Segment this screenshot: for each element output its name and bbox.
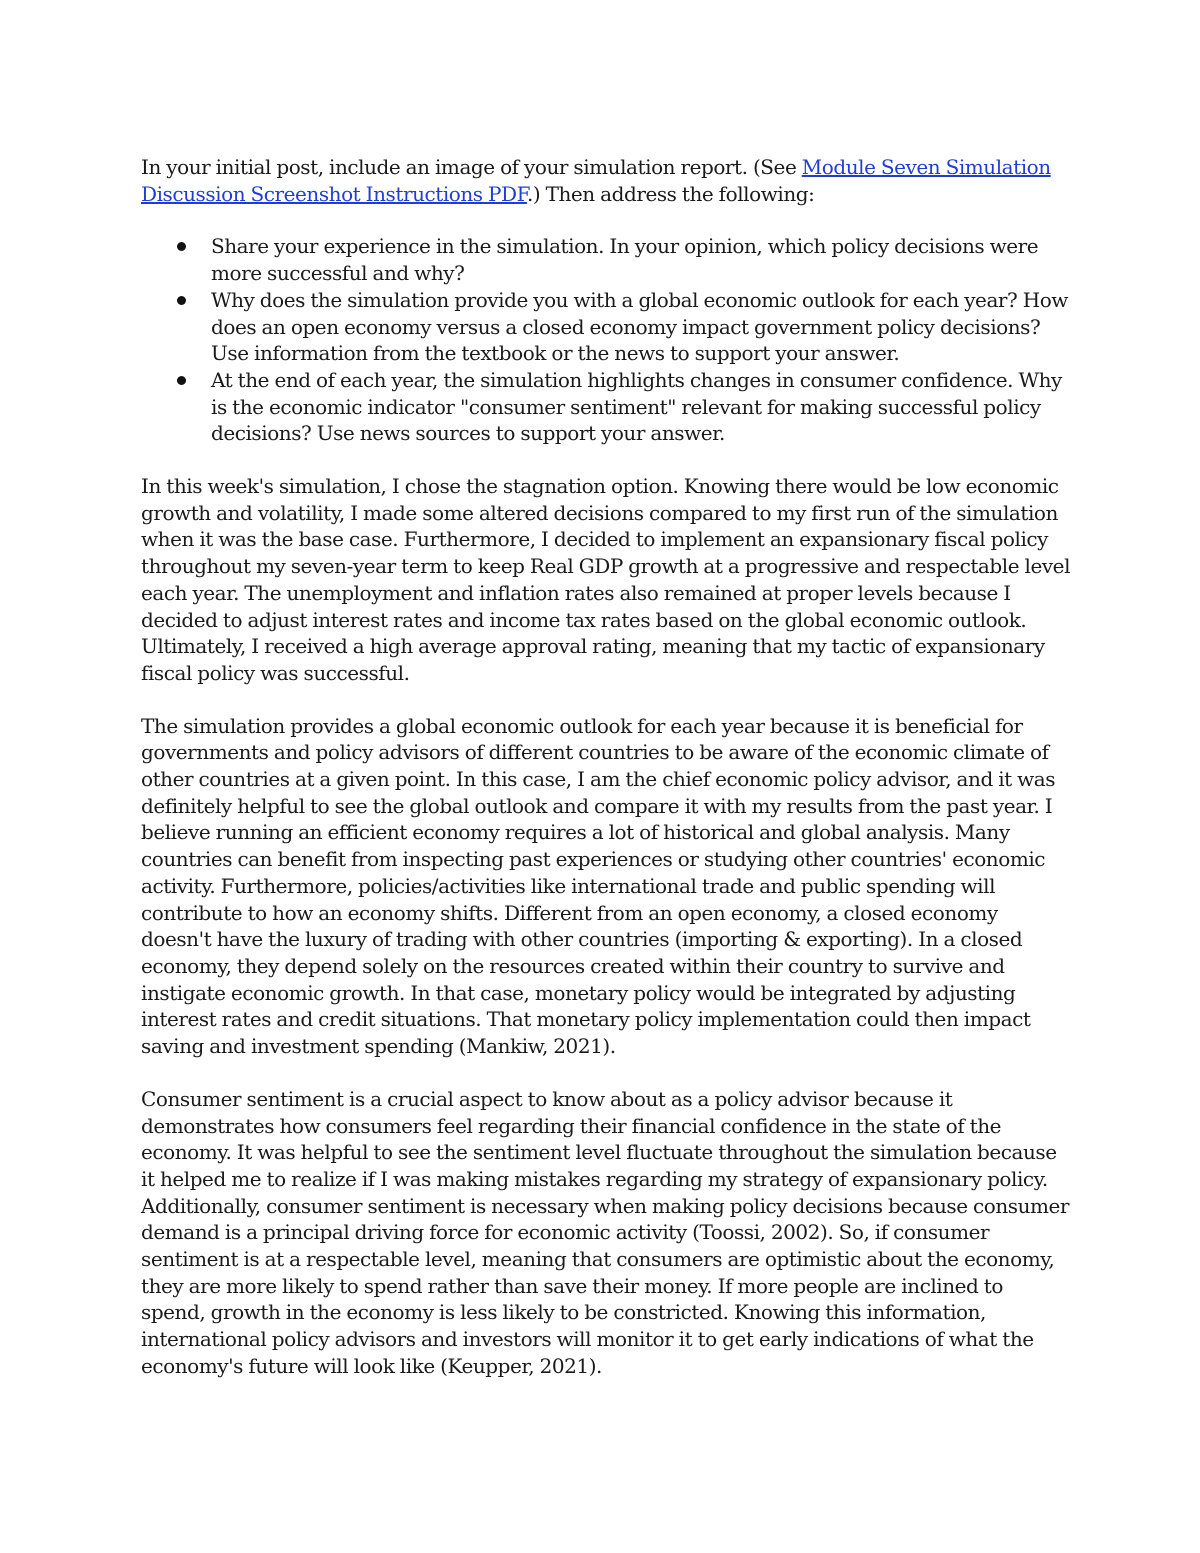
- document-body: [141, 154, 1071, 1406]
- prompt-text: At the end of each year, the simulation highlights changes in consumer confidence. Why is the economic indicator "consumer sentiment" relevant for making successful policy decisions? Use news sources to support your answer.: [211, 367, 1062, 446]
- intro-text-before: In your initial post, include an image of your simulation report. (See: [141, 155, 802, 179]
- intro-text-after: .) Then address the following:: [526, 181, 815, 206]
- list-item: [141, 287, 1071, 367]
- list-item: [141, 233, 1071, 286]
- intro-paragraph: [141, 154, 1071, 207]
- bullet-icon: [177, 376, 186, 385]
- prompt-text: Share your experience in the simulation. In your opinion, which policy decisions were more successful and why?: [211, 234, 1039, 286]
- response-paragraph-global-outlook: The simulation provides a global economic outlook for each year because it is beneficial for governments and policy advisors of different countries to be aware of the economic climate of other countries at a given point. In this case, I am the chief economic policy advisor, and it was definitely helpful to see the global outlook and compare it with my results from the past year. I believe running an efficient economy requires a lot of historical and global analysis. Many countries can benefit from inspecting past experiences or studying other countries' economic activity. Furthermore, policies/activities like international trade and public spending will contribute to how an economy shifts. Different from an open economy, a closed economy doesn't have the luxury of trading with other countries (importing & exporting). In a closed economy, they depend solely on the resources created within their country to survive and instigate economic growth. In that case, monetary policy would be integrated by adjusting interest rates and credit situations. That monetary policy implementation could then impact saving and investment spending (Mankiw, 2021).: [141, 713, 1056, 1059]
- bullet-icon: [177, 296, 186, 305]
- screenshot-instructions-link[interactable]: Module Seven Simulation Discussion Screenshot Instructions PDF: [141, 155, 1051, 206]
- bullet-icon: [177, 242, 186, 251]
- response-paragraph-experience: In this week's simulation, I chose the stagnation option. Knowing there would be low economic growth and volatility, I made some altered decisions compared to my first run of the simulation when it was the base case. Furthermore, I decided to implement an expansionary fiscal policy throughout my seven-year term to keep Real GDP growth at a progressive and respectable level each year. The unemployment and inflation rates also remained at proper levels because I decided to adjust interest rates and income tax rates based on the global economic outlook. Ultimately, I received a high average approval rating, meaning that my tactic of expansionary fiscal policy was successful.: [141, 474, 1071, 685]
- response-paragraph-consumer-sentiment: Consumer sentiment is a crucial aspect to know about as a policy advisor because it demonstrates how consumers feel regarding their financial confidence in the state of the economy. It was helpful to see the sentiment level fluctuate throughout the simulation because it helped me to realize if I was making mistakes regarding my strategy of expansionary policy. Additionally, consumer sentiment is necessary when making policy decisions because consumer demand is a principal driving force for economic activity (Toossi, 2002). So, if consumer sentiment is at a respectable level, meaning that consumers are optimistic about the economy, they are more likely to spend rather than save their money. If more people are inclined to spend, growth in the economy is less likely to be constricted. Knowing this information, international policy advisors and investors will monitor it to get early indications of what the economy's future will look like (Keupper, 2021).: [141, 1086, 1070, 1378]
- list-item: [141, 367, 1071, 447]
- prompt-list: [141, 233, 1071, 447]
- prompt-text: Why does the simulation provide you with a global economic outlook for each year? How does an open economy versus a closed economy impact government policy decisions? Use information from the textbook or the news to support your answer.: [211, 287, 1068, 366]
